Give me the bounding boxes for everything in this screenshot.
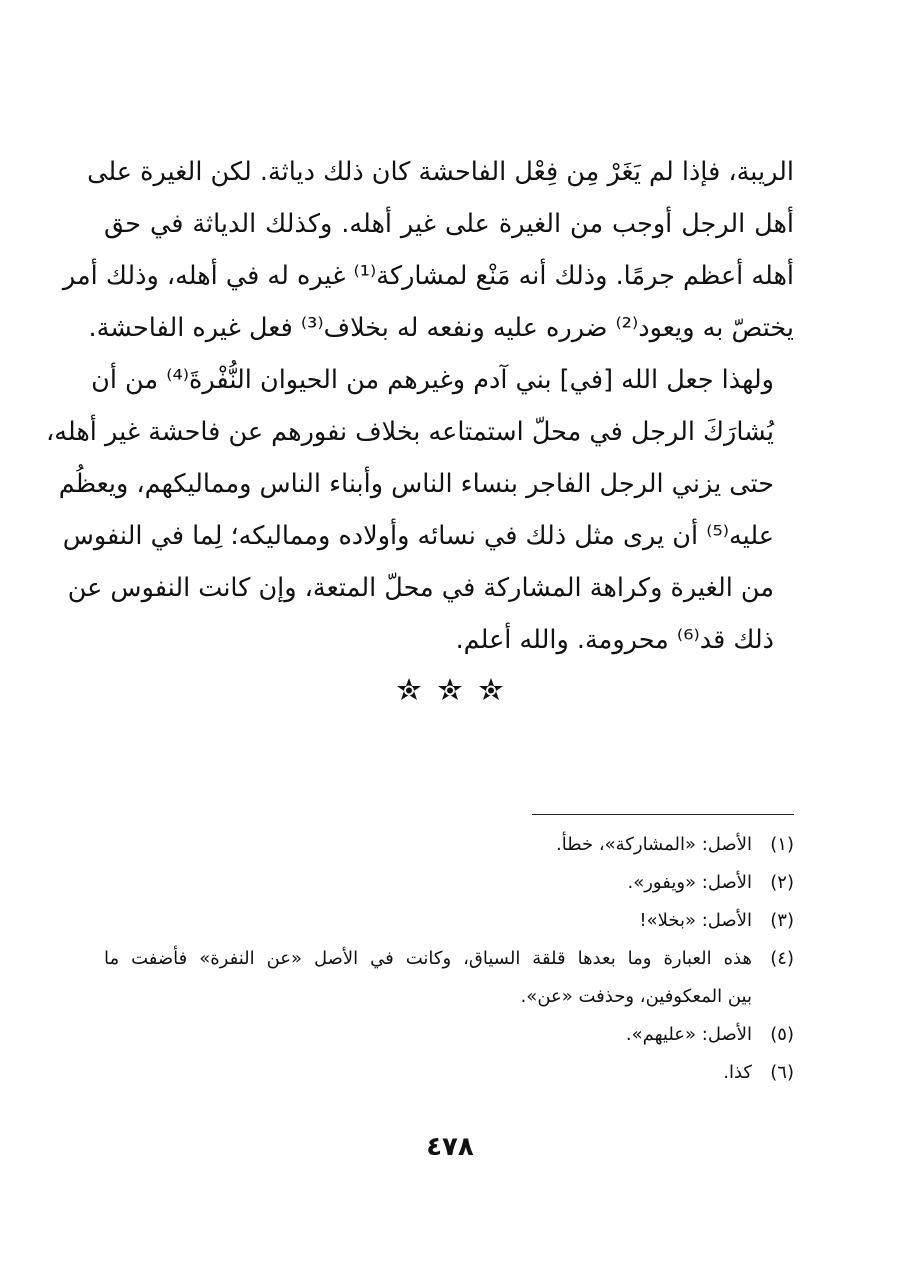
main-text (46, 146, 794, 666)
footnote (104, 826, 794, 864)
text-line: عليه⁽⁵⁾ أن يرى مثل ذلك في نسائه وأولاده ومماليكه؛ لِما في النفوس (62, 521, 774, 551)
footnote-line: الأصل: «ويفور». (627, 872, 752, 893)
footnote (104, 1054, 794, 1092)
footnote-text (104, 940, 752, 1016)
star-ornament-icon (437, 678, 463, 704)
page-number: ٤٧٨ (426, 1132, 474, 1162)
text-line: يختصّ به ويعود⁽²⁾ ضرره عليه ونفعه له بخلاف⁽³⁾ فعل غيره الفاحشة. (88, 313, 794, 343)
footnote-number: (٥) (770, 1024, 794, 1045)
section-divider (0, 678, 900, 704)
footnotes (104, 826, 794, 1092)
text-line: يُشارَكَ الرجل في محلّ استمتاعه بخلاف نفورهم عن فاحشة غير أهله، (46, 417, 774, 447)
text-line: أهل الرجل أوجب من الغيرة على غير أهله. وكذلك الدياثة في حق (104, 209, 794, 239)
paragraph-1 (62, 146, 794, 354)
footnote-number: (٣) (770, 910, 794, 931)
footnote-number: (١) (770, 834, 794, 855)
footnote-text (104, 902, 752, 940)
star-ornament-icon (396, 678, 422, 704)
text-line: ذلك قد⁽⁶⁾ محرومة. والله أعلم. (455, 625, 774, 655)
text-line: ولهذا جعل الله [في] بني آدم وغيرهم من الحيوان النُّفْرةَ⁽⁴⁾ من أن (91, 365, 774, 395)
footnote-separator (532, 814, 794, 815)
footnote-text (104, 1054, 752, 1092)
text-line: من الغيرة وكراهة المشاركة في محلّ المتعة، وإن كانت النفوس عن (67, 573, 774, 603)
footnote (104, 1016, 794, 1054)
footnote (104, 864, 794, 902)
footnote (104, 940, 794, 1016)
footnote (104, 902, 794, 940)
text-line: أهله أعظم جرمًا. وذلك أنه مَنْع لمشاركة⁽¹⁾ غيره له في أهله، وذلك أمر (62, 261, 794, 291)
footnote-line: بين المعكوفين، وحذفت «عن». (520, 986, 752, 1007)
paragraph-2 (46, 354, 794, 666)
footnote-line: هذه العبارة وما بعدها قلقة السياق، وكانت في الأصل «عن النفرة» فأضفت ما (104, 948, 752, 969)
footnote-line: الأصل: «عليهم». (625, 1024, 752, 1045)
footnote-text (104, 864, 752, 902)
footnote-line: الأصل: «بخلا»! (639, 910, 752, 931)
footnote-text (104, 826, 752, 864)
footnote-text (104, 1016, 752, 1054)
footnote-number: (٢) (770, 872, 794, 893)
text-line: الريبة، فإذا لم يَغَرْ مِن فِعْل الفاحشة كان ذلك دياثة. لكن الغيرة على (87, 157, 794, 187)
footnote-number: (٤) (770, 948, 794, 969)
footnote-number: (٦) (770, 1062, 794, 1083)
footnote-line: كذا. (723, 1062, 752, 1083)
footnote-line: الأصل: «المشاركة»، خطأ. (556, 834, 752, 855)
star-ornament-icon (478, 678, 504, 704)
text-line: حتى يزني الرجل الفاجر بنساء الناس وأبناء الناس ومماليكهم، ويعظُم (58, 469, 774, 499)
